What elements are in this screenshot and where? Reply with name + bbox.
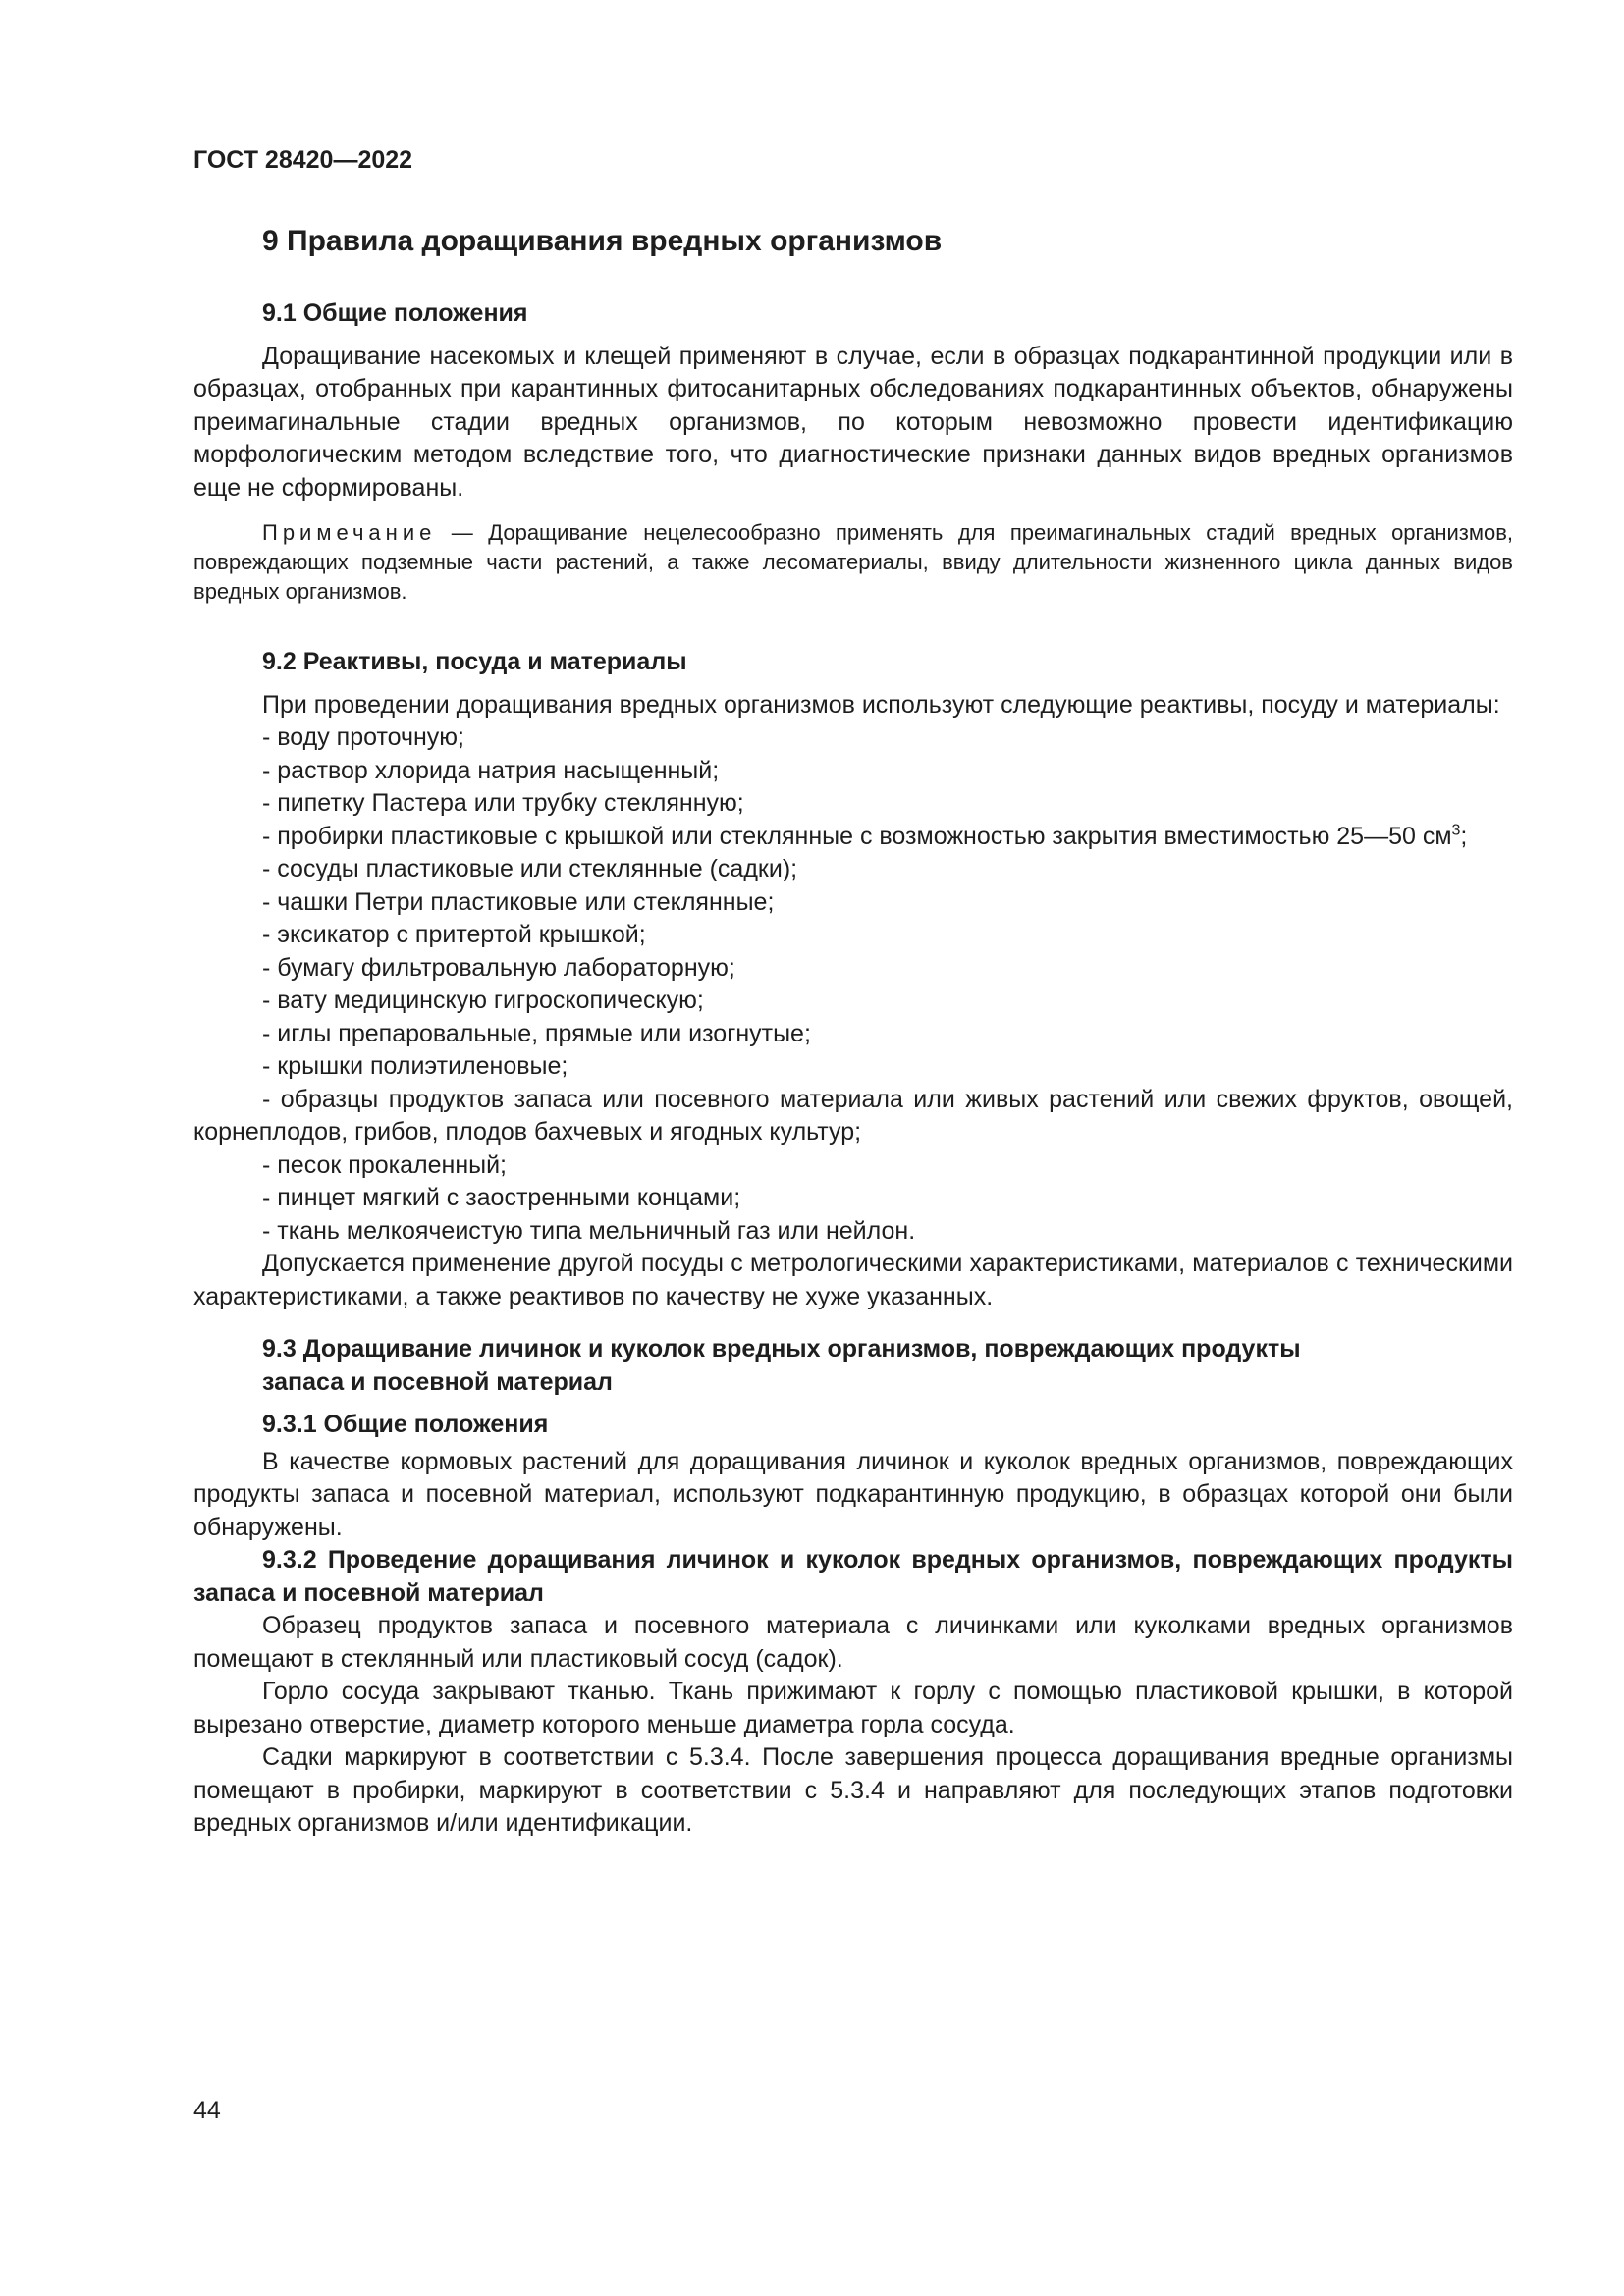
- document-code: ГОСТ 28420—2022: [193, 146, 413, 174]
- subsection-9-2-outro: Допускается применение другой посуды с метрологическими характеристиками, материалов с техническими характеристиками, а также реактивов по качеству не хуже указанных.: [193, 1250, 1513, 1310]
- subsection-9-3-title: 9.3 Доращивание личинок и куколок вредных организмов, повреждающих продукты запаса и посевной материал: [262, 1335, 1301, 1396]
- list-item: - чашки Петри пластиковые или стеклянные;: [262, 887, 775, 916]
- list-item: - пипетку Пастера или трубку стеклянную;: [262, 789, 744, 817]
- list-item: - вату медицинскую гигроскопическую;: [262, 987, 704, 1014]
- subsection-9-1-paragraph: Доращивание насекомых и клещей применяют в случае, если в образцах подкарантинной продукции или в образцах, отобранных при карантинных фитосанитарных обследованиях подкарантинных объектов, обнаружены преимагинальные стадии вредных организмов, по которым невозможно провести идентификацию морфологическим методом вследствие того, что диагностические признаки данных видов вредных организмов еще не сформированы.: [193, 342, 1513, 502]
- subsection-9-3-2-paragraph-1: Образец продуктов запаса и посевного материала с личинками или куколками вредных организмов помещают в стеклянный или пластиковый сосуд (садок).: [193, 1612, 1513, 1673]
- subsection-9-2-title: 9.2 Реактивы, посуда и материалы: [262, 648, 687, 675]
- list-item: - раствор хлорида натрия насыщенный;: [262, 756, 720, 784]
- unit-superscript: 3: [1451, 822, 1461, 839]
- section-title: 9 Правила доращивания вредных организмов: [262, 225, 943, 257]
- list-item: - крышки полиэтиленовые;: [262, 1052, 568, 1080]
- subsection-9-3-1-text: В качестве кормовых растений для доращивания личинок и куколок вредных организмов, повреждающих продукты запаса и посевной материал, используют подкарантинную продукцию, в образцах которой они были обнаружены.: [193, 1447, 1513, 1541]
- list-item: - эксикатор с притертой крышкой;: [262, 921, 646, 948]
- document-body: [193, 222, 1513, 1841]
- note-text: — Доращивание нецелесообразно применять для преимагинальных стадий вредных организмов, повреждающих подземные части растений, а также лесоматериалы, ввиду длительности жизненного цикла данных видов вредных организмов.: [193, 520, 1513, 604]
- subsection-9-3-1-title: 9.3.1 Общие положения: [262, 1411, 549, 1438]
- list-item-text: - пробирки пластиковые с крышкой или стеклянные с возможностью закрытия вместимостью 25—50 см: [262, 822, 1452, 850]
- list-item: - воду проточную;: [262, 723, 465, 751]
- subsection-9-3-2-title: 9.3.2 Проведение доращивания личинок и куколок вредных организмов, повреждающих продукты запаса и посевной материал: [193, 1546, 1513, 1607]
- list-item: - сосуды пластиковые или стеклянные (садки);: [262, 855, 798, 882]
- note: [193, 518, 1513, 607]
- list-item: [193, 821, 1513, 854]
- list-item: - образцы продуктов запаса или посевного материала или живых растений или свежих фруктов, овощей, корнеплодов, грибов, плодов бахчевых и ягодных культур;: [193, 1085, 1513, 1146]
- list-item: - иглы препаровальные, прямые или изогнутые;: [262, 1019, 811, 1047]
- page-number: 44: [193, 2097, 221, 2124]
- list-item: - пинцет мягкий с заостренными концами;: [262, 1184, 741, 1211]
- unit-tail: ;: [1460, 822, 1468, 850]
- subsection-9-2-intro: При проведении доращивания вредных организмов используют следующие реактивы, посуду и материалы:: [262, 690, 1500, 719]
- list-item: - песок прокаленный;: [262, 1150, 507, 1179]
- list-item: - бумагу фильтровальную лабораторную;: [262, 953, 735, 982]
- list-item: - ткань мелкоячеистую типа мельничный газ или нейлон.: [262, 1216, 916, 1245]
- materials-list: [193, 721, 1513, 1248]
- subsection-9-3-2-paragraph-2: Горло сосуда закрывают тканью. Ткань прижимают к горлу с помощью пластиковой крышки, в которой вырезано отверстие, диаметр которого меньше диаметра горла сосуда.: [193, 1678, 1513, 1738]
- subsection-9-1-title: 9.1 Общие положения: [262, 299, 528, 327]
- subsection-9-3-2-paragraph-3: Садки маркируют в соответствии с 5.3.4. После завершения процесса доращивания вредные организмы помещают в пробирки, маркируют в соответствии с 5.3.4 и направляют для последующих этапов подготовки вредных организмов и/или идентификации.: [193, 1743, 1513, 1837]
- note-label: Примечание: [262, 520, 437, 545]
